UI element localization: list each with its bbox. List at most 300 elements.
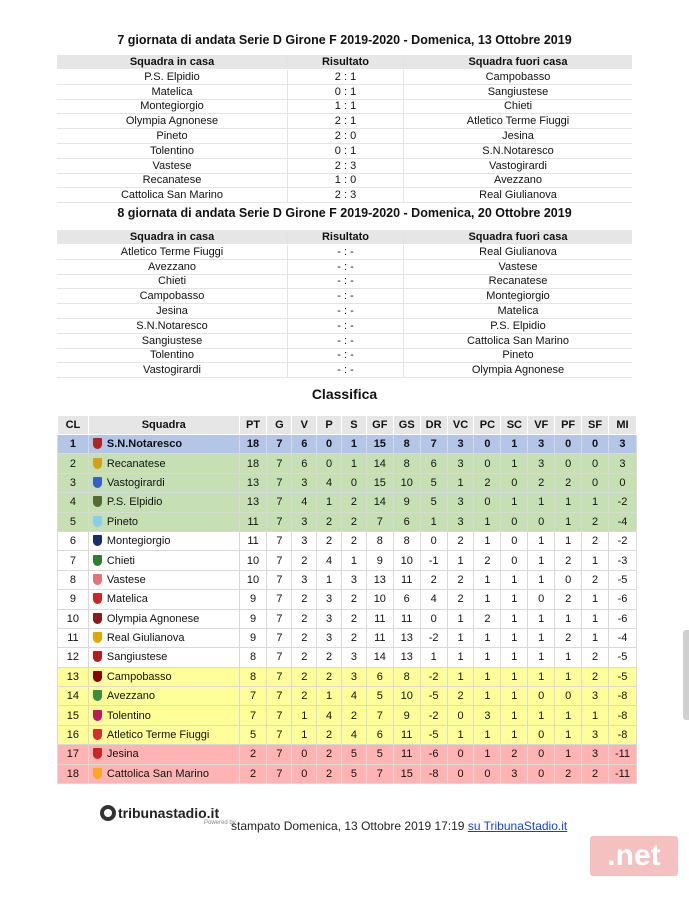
stat-vc: 3 [447, 435, 474, 454]
team-crest-icon [93, 477, 102, 488]
stat-cl: 14 [58, 687, 89, 706]
match-result: 0 : 1 [288, 143, 404, 158]
stat-v: 2 [292, 609, 317, 628]
stat-vf: 0 [528, 745, 555, 764]
home-team: P.S. Elpidio [57, 70, 288, 85]
standings-table [57, 415, 637, 784]
stat-dr: 2 [420, 570, 447, 589]
stat-pt: 9 [239, 590, 267, 609]
team-cell [88, 473, 239, 492]
stat-mi: -6 [608, 609, 636, 628]
stat-vc: 1 [447, 648, 474, 667]
match-result: - : - [288, 304, 404, 319]
stat-mi: 3 [608, 435, 636, 454]
stat-s: 5 [342, 764, 367, 783]
team-name: Olympia Agnonese [106, 612, 200, 625]
stat-s: 2 [342, 512, 367, 531]
stat-p: 2 [317, 512, 342, 531]
match-result: 2 : 3 [288, 188, 404, 203]
team-crest-icon [93, 651, 102, 662]
match-row [57, 245, 632, 260]
stat-cl: 7 [58, 551, 89, 570]
stat-cl: 5 [58, 512, 89, 531]
stat-dr: -2 [420, 628, 447, 647]
stat-mi: 0 [608, 473, 636, 492]
team-name: P.S. Elpidio [106, 496, 163, 509]
stat-cl: 10 [58, 609, 89, 628]
match-row [57, 158, 632, 173]
stat-mi: -8 [608, 706, 636, 725]
stat-cl: 3 [58, 473, 89, 492]
stat-pc: 1 [474, 725, 501, 744]
match-result: - : - [288, 289, 404, 304]
stat-dr: -2 [420, 706, 447, 725]
scrollbar[interactable] [683, 630, 689, 720]
team-cell [88, 706, 239, 725]
stat-pc: 0 [474, 764, 501, 783]
team-crest-icon [93, 768, 102, 779]
stat-s: 2 [342, 493, 367, 512]
team-cell [88, 454, 239, 473]
home-team: Recanatese [57, 173, 288, 188]
stat-p: 1 [317, 687, 342, 706]
stat-vf: 1 [528, 570, 555, 589]
stat-mi: -4 [608, 512, 636, 531]
stat-gf: 5 [366, 687, 393, 706]
stat-vc: 1 [447, 725, 474, 744]
stat-gf: 7 [366, 764, 393, 783]
stat-v: 6 [292, 454, 317, 473]
match-row [57, 70, 632, 85]
match-row [57, 143, 632, 158]
stat-pc: 2 [474, 473, 501, 492]
stat-gf: 14 [366, 454, 393, 473]
stat-p: 2 [317, 531, 342, 550]
stat-sc: 3 [501, 764, 528, 783]
stat-sc: 0 [501, 473, 528, 492]
stat-sc: 1 [501, 590, 528, 609]
stat-pf: 1 [555, 493, 582, 512]
col-pc: PC [474, 416, 501, 435]
team-cell [88, 570, 239, 589]
stat-gs: 13 [393, 648, 420, 667]
stat-v: 0 [292, 764, 317, 783]
away-team: S.N.Notaresco [404, 143, 633, 158]
col-result: Risultato [288, 55, 404, 70]
col-home: Squadra in casa [57, 230, 288, 245]
standings-row [58, 609, 637, 628]
home-team: Tolentino [57, 143, 288, 158]
team-name: Matelica [106, 593, 148, 606]
stat-gs: 8 [393, 667, 420, 686]
team-cell [88, 512, 239, 531]
col-home: Squadra in casa [57, 55, 288, 70]
stat-vc: 1 [447, 667, 474, 686]
stat-v: 4 [292, 493, 317, 512]
stat-pt: 11 [239, 512, 267, 531]
stat-pf: 2 [555, 551, 582, 570]
team-crest-icon [93, 593, 102, 604]
stat-g: 7 [267, 531, 292, 550]
stat-mi: -4 [608, 628, 636, 647]
stat-pf: 0 [555, 435, 582, 454]
stat-pt: 18 [239, 435, 267, 454]
stat-pt: 9 [239, 609, 267, 628]
stat-v: 6 [292, 435, 317, 454]
stat-p: 3 [317, 590, 342, 609]
stat-cl: 13 [58, 667, 89, 686]
stat-dr: -8 [420, 764, 447, 783]
team-name: Atletico Terme Fiuggi [106, 729, 210, 742]
stat-cl: 6 [58, 531, 89, 550]
round8-fixtures-table [57, 230, 632, 378]
stat-vc: 2 [447, 570, 474, 589]
col-gf: GF [366, 416, 393, 435]
stat-dr: 0 [420, 609, 447, 628]
stat-pf: 1 [555, 609, 582, 628]
team-crest-icon [93, 535, 102, 546]
stat-mi: -8 [608, 725, 636, 744]
home-team: Matelica [57, 84, 288, 99]
stat-vc: 0 [447, 706, 474, 725]
team-name: Cattolica San Marino [106, 767, 209, 780]
stat-sf: 0 [582, 473, 609, 492]
stat-cl: 2 [58, 454, 89, 473]
team-cell [88, 687, 239, 706]
match-result: - : - [288, 245, 404, 260]
home-team: Olympia Agnonese [57, 114, 288, 129]
stat-gs: 11 [393, 745, 420, 764]
away-team: P.S. Elpidio [404, 318, 633, 333]
stat-gs: 15 [393, 764, 420, 783]
away-team: Atletico Terme Fiuggi [404, 114, 633, 129]
stat-p: 1 [317, 570, 342, 589]
stat-sc: 1 [501, 687, 528, 706]
stat-pf: 0 [555, 570, 582, 589]
stat-sc: 1 [501, 454, 528, 473]
match-row [57, 84, 632, 99]
stat-s: 2 [342, 609, 367, 628]
team-name: Montegiorgio [106, 535, 171, 548]
stat-g: 7 [267, 628, 292, 647]
away-team: Real Giulianova [404, 245, 633, 260]
stat-v: 2 [292, 628, 317, 647]
col-squadra: Squadra [88, 416, 239, 435]
col-mi: MI [608, 416, 636, 435]
stat-sc: 1 [501, 648, 528, 667]
match-result: - : - [288, 333, 404, 348]
stat-cl: 17 [58, 745, 89, 764]
stat-gf: 5 [366, 745, 393, 764]
tribunastadio-link[interactable]: su TribunaStadio.it [467, 819, 568, 833]
stat-vf: 3 [528, 435, 555, 454]
stat-gf: 9 [366, 551, 393, 570]
team-cell [88, 648, 239, 667]
match-row [57, 99, 632, 114]
away-team: Jesina [404, 129, 633, 144]
stat-vc: 2 [447, 531, 474, 550]
stat-g: 7 [267, 473, 292, 492]
stat-pt: 2 [239, 764, 267, 783]
stat-vf: 0 [528, 512, 555, 531]
stat-p: 2 [317, 725, 342, 744]
stat-gf: 6 [366, 667, 393, 686]
away-team: Matelica [404, 304, 633, 319]
stat-p: 1 [317, 493, 342, 512]
stat-dr: 6 [420, 454, 447, 473]
stat-cl: 4 [58, 493, 89, 512]
stat-gf: 11 [366, 628, 393, 647]
stat-gs: 6 [393, 512, 420, 531]
team-cell [88, 667, 239, 686]
stat-pf: 2 [555, 764, 582, 783]
team-crest-icon [93, 496, 102, 507]
team-crest-icon [93, 632, 102, 643]
match-result: 1 : 1 [288, 99, 404, 114]
stat-pt: 13 [239, 493, 267, 512]
stat-v: 2 [292, 590, 317, 609]
team-cell [88, 745, 239, 764]
stat-gs: 11 [393, 570, 420, 589]
team-cell [88, 531, 239, 550]
stat-s: 2 [342, 628, 367, 647]
stat-gs: 13 [393, 628, 420, 647]
team-name: Vastese [106, 573, 146, 586]
stat-sf: 1 [582, 609, 609, 628]
match-result: 2 : 0 [288, 129, 404, 144]
match-row [57, 259, 632, 274]
stat-dr: -5 [420, 687, 447, 706]
stat-pc: 1 [474, 648, 501, 667]
stat-v: 2 [292, 648, 317, 667]
match-row [57, 114, 632, 129]
stat-gf: 14 [366, 648, 393, 667]
stat-g: 7 [267, 687, 292, 706]
team-cell [88, 493, 239, 512]
standings-row [58, 435, 637, 454]
stat-s: 0 [342, 473, 367, 492]
standings-row [58, 570, 637, 589]
stat-cl: 16 [58, 725, 89, 744]
stat-p: 3 [317, 609, 342, 628]
team-crest-icon [93, 458, 102, 469]
col-gs: GS [393, 416, 420, 435]
stat-pt: 7 [239, 706, 267, 725]
stat-vc: 0 [447, 745, 474, 764]
stat-pc: 2 [474, 551, 501, 570]
stat-pt: 2 [239, 745, 267, 764]
stat-pt: 5 [239, 725, 267, 744]
stat-g: 7 [267, 435, 292, 454]
stat-v: 1 [292, 706, 317, 725]
stat-g: 7 [267, 590, 292, 609]
standings-row [58, 473, 637, 492]
stat-dr: -6 [420, 745, 447, 764]
stat-vf: 1 [528, 531, 555, 550]
stat-sc: 0 [501, 512, 528, 531]
stat-pc: 0 [474, 454, 501, 473]
match-row [57, 348, 632, 363]
stat-mi: -3 [608, 551, 636, 570]
stat-g: 7 [267, 745, 292, 764]
stat-g: 7 [267, 648, 292, 667]
stat-gf: 7 [366, 512, 393, 531]
match-result: - : - [288, 259, 404, 274]
stat-vf: 1 [528, 609, 555, 628]
stat-g: 7 [267, 570, 292, 589]
home-team: Atletico Terme Fiuggi [57, 245, 288, 260]
stat-s: 2 [342, 590, 367, 609]
stat-pt: 13 [239, 473, 267, 492]
match-row [57, 363, 632, 378]
stat-s: 1 [342, 551, 367, 570]
away-team: Cattolica San Marino [404, 333, 633, 348]
stat-pt: 10 [239, 551, 267, 570]
col-dr: DR [420, 416, 447, 435]
football-icon [100, 805, 116, 821]
col-vf: VF [528, 416, 555, 435]
team-name: Campobasso [106, 670, 172, 683]
match-result: 1 : 0 [288, 173, 404, 188]
stat-gf: 6 [366, 725, 393, 744]
stat-sc: 0 [501, 531, 528, 550]
home-team: Cattolica San Marino [57, 188, 288, 203]
standings-row [58, 745, 637, 764]
stat-vc: 1 [447, 551, 474, 570]
watermark: .net [590, 836, 678, 876]
col-sc: SC [501, 416, 528, 435]
stat-sc: 1 [501, 628, 528, 647]
col-g: G [267, 416, 292, 435]
stat-s: 4 [342, 725, 367, 744]
stat-pc: 2 [474, 609, 501, 628]
stat-sf: 1 [582, 493, 609, 512]
standings-row [58, 725, 637, 744]
stat-mi: -6 [608, 590, 636, 609]
stat-pt: 10 [239, 570, 267, 589]
stat-sc: 2 [501, 745, 528, 764]
home-team: Sangiustese [57, 333, 288, 348]
team-crest-icon [93, 729, 102, 740]
stat-vc: 3 [447, 512, 474, 531]
stat-vf: 0 [528, 725, 555, 744]
stat-dr: 5 [420, 473, 447, 492]
stat-sf: 1 [582, 628, 609, 647]
col-s: S [342, 416, 367, 435]
stat-pf: 1 [555, 667, 582, 686]
stat-vf: 0 [528, 590, 555, 609]
stat-gf: 7 [366, 706, 393, 725]
col-p: P [317, 416, 342, 435]
stat-pc: 1 [474, 628, 501, 647]
stat-p: 4 [317, 551, 342, 570]
stat-gf: 13 [366, 570, 393, 589]
stat-s: 5 [342, 745, 367, 764]
stat-pf: 2 [555, 590, 582, 609]
match-row [57, 304, 632, 319]
stat-s: 3 [342, 570, 367, 589]
team-cell [88, 628, 239, 647]
team-cell [88, 590, 239, 609]
away-team: Chieti [404, 99, 633, 114]
team-name: Recanatese [106, 457, 166, 470]
stat-pc: 1 [474, 687, 501, 706]
team-crest-icon [93, 748, 102, 759]
stat-pt: 8 [239, 667, 267, 686]
stat-g: 7 [267, 667, 292, 686]
stat-v: 2 [292, 687, 317, 706]
stat-mi: -8 [608, 687, 636, 706]
stat-p: 2 [317, 764, 342, 783]
team-name: Pineto [106, 515, 139, 528]
footer [100, 805, 640, 835]
stat-gs: 11 [393, 725, 420, 744]
col-sf: SF [582, 416, 609, 435]
team-name: Avezzano [106, 690, 155, 703]
round7-fixtures-table [57, 55, 632, 203]
match-result: - : - [288, 318, 404, 333]
stat-dr: -2 [420, 667, 447, 686]
stat-pf: 1 [555, 512, 582, 531]
team-name: Vastogirardi [106, 476, 165, 489]
stat-gs: 8 [393, 435, 420, 454]
stat-p: 0 [317, 454, 342, 473]
stat-vf: 1 [528, 706, 555, 725]
team-cell [88, 764, 239, 783]
stat-s: 4 [342, 687, 367, 706]
standings-row [58, 706, 637, 725]
stat-pf: 2 [555, 628, 582, 647]
stat-sf: 2 [582, 570, 609, 589]
tribunastadio-logo[interactable]: tribunastadio.it [100, 805, 219, 821]
col-pt: PT [239, 416, 267, 435]
team-crest-icon [93, 438, 102, 449]
stat-sf: 2 [582, 531, 609, 550]
team-name: Tolentino [106, 709, 151, 722]
stat-dr: 1 [420, 648, 447, 667]
away-team: Montegiorgio [404, 289, 633, 304]
home-team: Campobasso [57, 289, 288, 304]
stat-s: 2 [342, 531, 367, 550]
stat-pf: 1 [555, 725, 582, 744]
stat-p: 4 [317, 473, 342, 492]
stat-gs: 8 [393, 531, 420, 550]
stat-cl: 18 [58, 764, 89, 783]
team-name: S.N.Notaresco [106, 438, 183, 451]
stat-vf: 1 [528, 648, 555, 667]
home-team: Vastese [57, 158, 288, 173]
stat-pc: 1 [474, 570, 501, 589]
stat-g: 7 [267, 454, 292, 473]
stat-pc: 1 [474, 531, 501, 550]
stat-pf: 1 [555, 706, 582, 725]
home-team: S.N.Notaresco [57, 318, 288, 333]
stat-vc: 2 [447, 590, 474, 609]
stat-p: 2 [317, 745, 342, 764]
stat-sf: 2 [582, 648, 609, 667]
stat-s: 2 [342, 706, 367, 725]
team-crest-icon [93, 555, 102, 566]
away-team: Sangiustese [404, 84, 633, 99]
stat-gf: 11 [366, 609, 393, 628]
standings-row [58, 628, 637, 647]
team-cell [88, 435, 239, 454]
home-team: Vastogirardi [57, 363, 288, 378]
stat-pf: 1 [555, 648, 582, 667]
away-team: Avezzano [404, 173, 633, 188]
stat-dr: -1 [420, 551, 447, 570]
stat-v: 1 [292, 725, 317, 744]
